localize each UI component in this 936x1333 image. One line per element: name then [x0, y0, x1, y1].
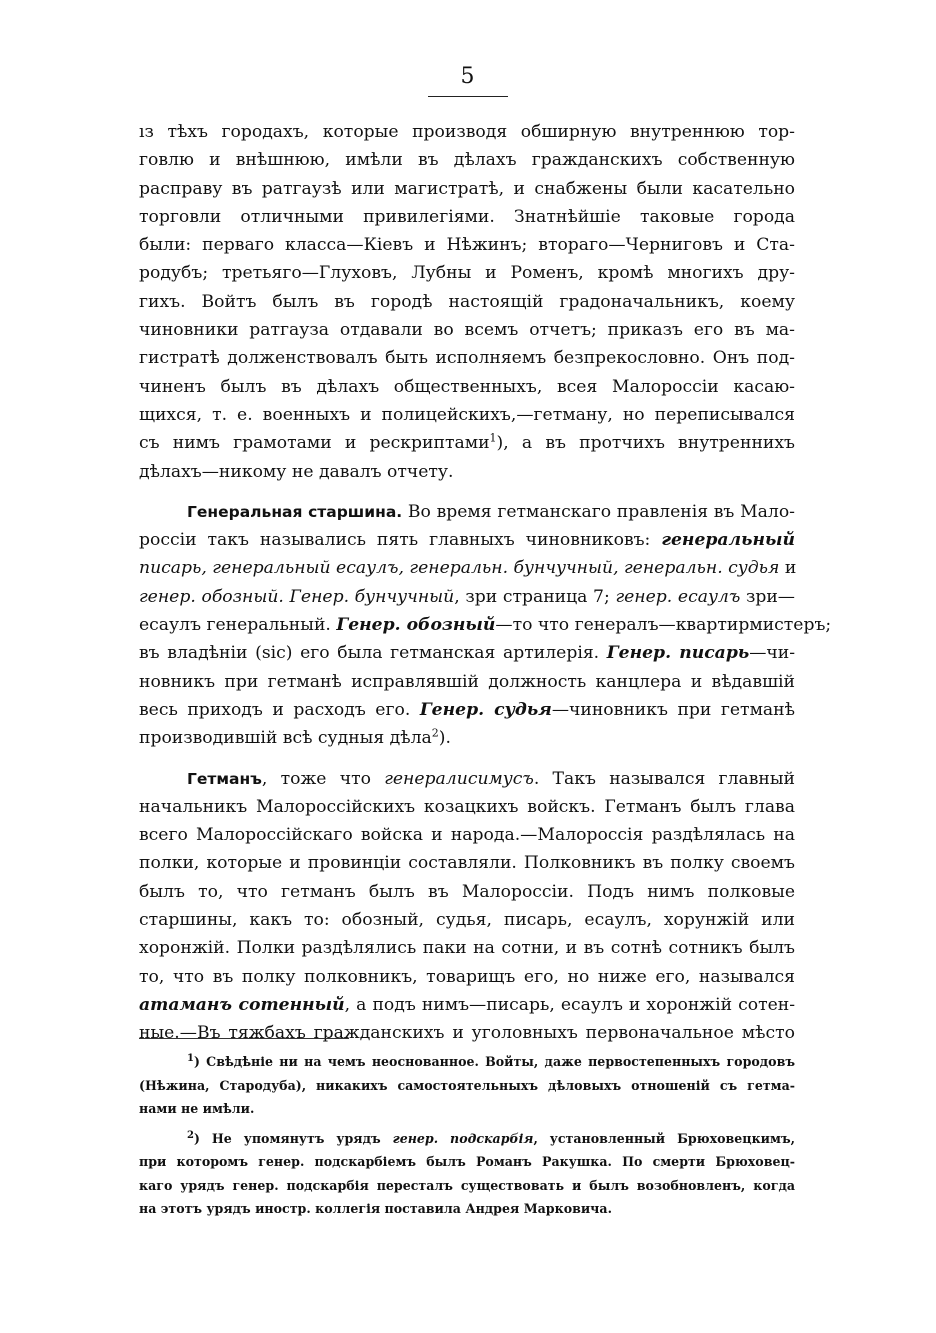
- text-span: есаулъ генеральный.: [139, 615, 337, 636]
- text-line: ıз тѣхъ городахъ, которые производя обширную внутреннюю тор-: [139, 122, 795, 142]
- footnote-line: [139, 1050, 795, 1074]
- footnote-line: каго урядъ генер. подскарбія пересталъ существовать и былъ возобновленъ, когда: [139, 1177, 795, 1193]
- text-span: ), а въ протчихъ внутреннихъ: [496, 433, 795, 454]
- text-line: [139, 696, 795, 724]
- footnote-line: [139, 1127, 795, 1151]
- text-line: [139, 554, 795, 582]
- footnote-line: (Нѣжина, Стародуба), никакихъ самостоятельныхъ дѣловыхъ отношеній съ гетма-: [139, 1077, 795, 1093]
- italic-term: писарь, генеральный есаулъ, генеральн. бунчучный, генеральн. судья: [139, 558, 780, 579]
- text-line: торговли отличными привилегіями. Знатнѣйшіе таковые города: [139, 206, 795, 227]
- italic-term: Генер. писарь: [606, 643, 750, 664]
- footnote-1: [139, 1050, 795, 1121]
- text-span: россіи такъ назывались пять главныхъ чиновниковъ:: [139, 530, 662, 551]
- text-line: говлю и внѣшнюю, имѣли въ дѣлахъ гражданскихъ собственную: [139, 150, 795, 171]
- body-text: [139, 118, 832, 1048]
- entry-heading: Гетманъ: [187, 769, 262, 788]
- italic-term: Генер. судья: [419, 699, 552, 720]
- text-line: ные.—Въ тяжбахъ гражданскихъ и уголовныхъ первоначальное мѣсто: [139, 1023, 795, 1044]
- text-line: гистратѣ долженствовалъ быть исполняемъ безпрекословно. Онъ под-: [139, 348, 795, 369]
- text-span: , тоже что: [261, 768, 385, 789]
- text-line: всего Малороссійскаго войска и народа.—Малороссія раздѣлялась на: [139, 825, 795, 846]
- footnote-line: нами не имѣли.: [139, 1101, 255, 1116]
- text-line: гихъ. Войтъ былъ въ городѣ настоящій градоначальникъ, коему: [139, 291, 795, 312]
- text-span: ).: [438, 728, 451, 749]
- italic-term: Генер. обозный: [336, 615, 496, 636]
- text-span: —то что генералъ—квартирмистеръ;: [495, 615, 832, 636]
- footnote-marker: 1: [187, 1052, 194, 1064]
- text-line: щихся, т. е. военныхъ и полицейскихъ,—гетману, но переписывался: [139, 404, 795, 425]
- text-line: чиненъ былъ въ дѣлахъ общественныхъ, всея Малороссіи касаю-: [139, 376, 795, 397]
- text-line: новникъ при гетманѣ исправлявшій должность канцлера и вѣдавшій: [139, 671, 795, 692]
- text-line: старшины, какъ то: обозный, судья, писарь, есаулъ, хорунжій или: [139, 910, 795, 931]
- footnote-ref-1: 1: [489, 431, 497, 445]
- text-line: [139, 583, 795, 611]
- text-line: были: перваго класса—Кіевъ и Нѣжинъ; втораго—Черниговъ и Ста-: [139, 235, 795, 256]
- text-line: родубъ; третьяго—Глуховъ, Лубны и Роменъ, кромѣ многихъ дру-: [139, 263, 795, 284]
- paragraph-general-starshina: [139, 498, 832, 753]
- text-line: [139, 991, 795, 1019]
- text-span: весь приходъ и расходъ его.: [139, 699, 420, 720]
- text-span: Во время гетманскаго правленія въ Мало-: [402, 501, 795, 522]
- text-span: съ нимъ грамотами и рескриптами: [139, 433, 490, 454]
- text-span: производившій всѣ судныя дѣла: [139, 728, 432, 749]
- text-span: въ владѣніи (sic) его была гетманская артилерія.: [139, 643, 607, 664]
- footnote-ref-2: 2: [431, 726, 439, 740]
- italic-term: генер. обозный. Генер. бунчучный: [139, 586, 455, 607]
- footnote-2: [139, 1127, 795, 1221]
- text-span: зри—: [740, 586, 795, 607]
- italic-term: генералисимусъ: [384, 768, 534, 789]
- footnote-line: на этотъ урядъ иностр. коллегія поставила Андрея Марковича.: [139, 1201, 612, 1216]
- text-line: [139, 639, 795, 667]
- text-span: и: [779, 558, 797, 579]
- text-line: [139, 724, 795, 752]
- italic-term: генер. подскарбія: [392, 1130, 534, 1146]
- text-line: былъ то, что гетманъ былъ въ Малороссіи. Подъ нимъ полковые: [139, 881, 795, 902]
- text-span: , установленный Брюховецкимъ,: [533, 1130, 795, 1146]
- italic-term: атаманъ сотенный: [139, 994, 345, 1015]
- paragraph-hetman: [139, 765, 795, 1048]
- footnotes: [139, 1050, 795, 1221]
- text-line: хоронжій. Полки раздѣлялись паки на сотни, и въ сотнѣ сотникъ былъ: [139, 938, 795, 959]
- text-line: дѣлахъ—никому не давалъ отчету.: [139, 461, 454, 482]
- italic-term: генер. есаулъ: [615, 586, 741, 607]
- text-line: [139, 526, 795, 554]
- text-span: —чиновникъ при гетманѣ: [551, 699, 796, 720]
- footnote-separator: [139, 1038, 349, 1039]
- text-line: [139, 611, 832, 639]
- text-span: , зри страница 7;: [454, 586, 616, 607]
- footnote-marker: 2: [187, 1129, 194, 1141]
- text-line: то, что въ полку полковникъ, товарищъ его, но ниже его, назывался: [139, 966, 795, 987]
- text-span: , а подъ нимъ—писарь, есаулъ и хоронжій сотен-: [344, 994, 796, 1015]
- text-line: расправу въ ратгаузѣ или магистратѣ, и снабжены были касательно: [139, 178, 795, 199]
- text-span: ) Свѣдѣніе ни на чемъ неоснованное. Войты, даже первостепенныхъ городовъ: [193, 1054, 795, 1069]
- text-line: [139, 498, 795, 526]
- page-number: 5: [460, 64, 476, 89]
- text-line: [139, 765, 795, 793]
- paragraph-1: [139, 118, 795, 486]
- italic-term: генеральный: [661, 530, 795, 551]
- footnote-line: при которомъ генер. подскарбіемъ былъ Романъ Ракушка. По смерти Брюховец-: [139, 1154, 795, 1169]
- page-number-rule: [428, 96, 508, 97]
- text-span: . Такъ назывался главный: [533, 768, 795, 789]
- text-span: ) Не упомянутъ урядъ: [193, 1130, 393, 1146]
- text-line: чиновники ратгауза отдавали во всемъ отчетъ; приказъ его въ ма-: [139, 320, 795, 341]
- text-line: [139, 429, 795, 457]
- text-line: полки, которые и провинціи составляли. Полковникъ въ полку своемъ: [139, 853, 795, 874]
- text-line: начальникъ Малороссійскихъ козацкихъ войскъ. Гетманъ былъ глава: [139, 796, 795, 817]
- entry-heading: Генеральная старшина.: [187, 502, 403, 521]
- text-span: —чи-: [749, 643, 796, 664]
